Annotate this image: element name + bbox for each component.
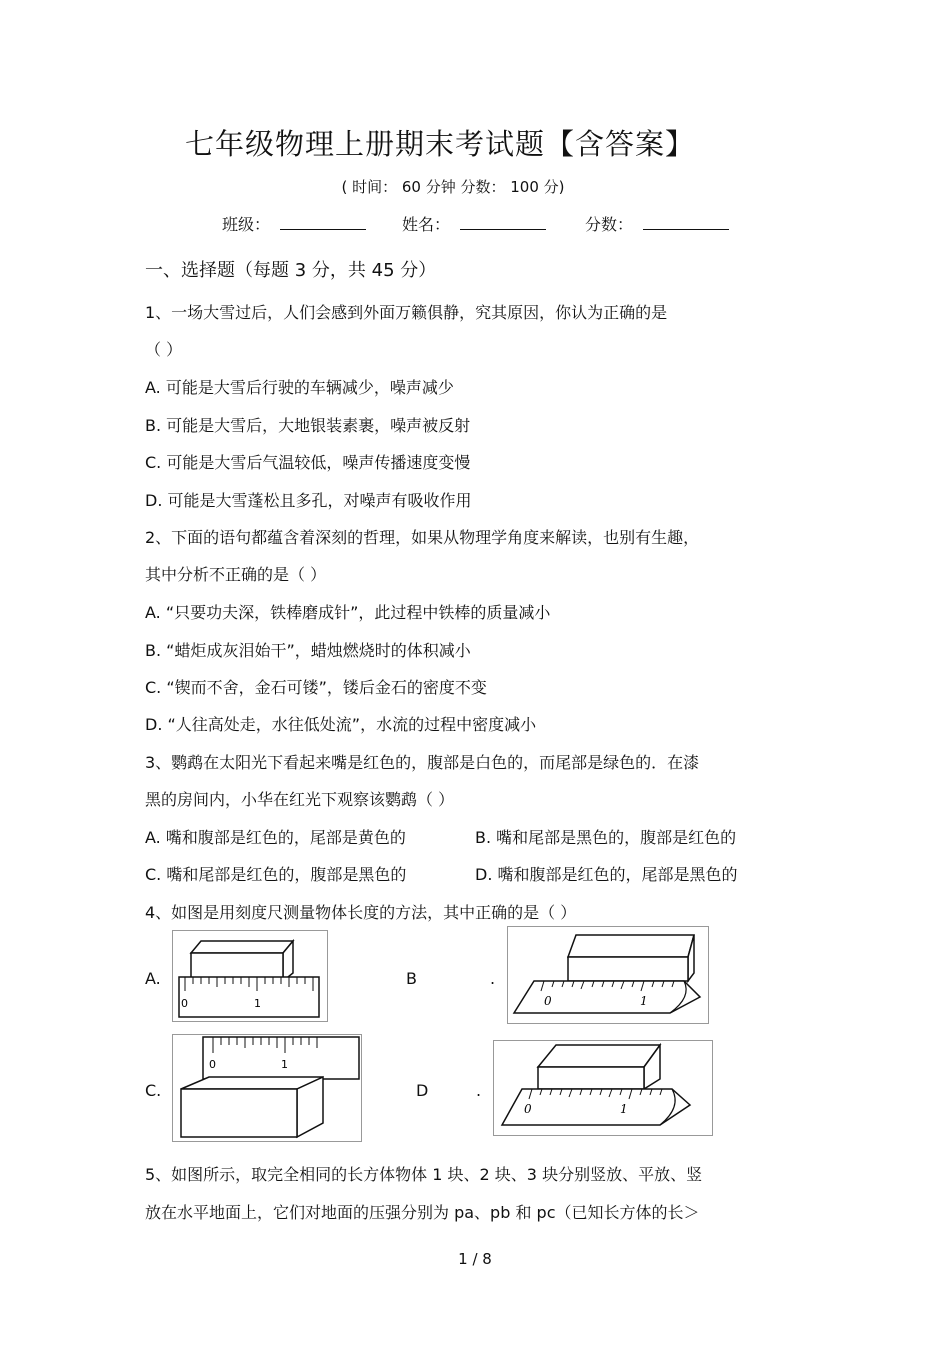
q3-option-a: A. 嘴和腹部是红色的，尾部是黄色的 — [145, 828, 406, 847]
name-blank — [460, 215, 546, 230]
ruler-c-one: 1 — [281, 1058, 288, 1071]
q2-option-a: A. “只要功夫深，铁棒磨成针”，此过程中铁棒的质量减小 — [145, 603, 551, 622]
page-title: 七年级物理上册期末考试题【含答案】 — [184, 127, 695, 161]
q3-stem: 3、鹦鹉在太阳光下看起来嘴是红色的，腹部是白色的，而尾部是绿色的．在漆 — [145, 753, 700, 772]
q2-stem-2: 其中分析不正确的是（ ） — [145, 565, 327, 584]
q5-stem-2: 放在水平地面上，它们对地面的压强分别为 pa、pb 和 pc（已知长方体的长＞ — [145, 1203, 700, 1222]
ruler-figure-c — [172, 1034, 362, 1142]
section-heading: 一、选择题（每题 3 分，共 45 分） — [145, 260, 437, 281]
ruler-figure-a — [172, 930, 328, 1022]
q3-stem-2: 黑的房间内，小华在红光下观察该鹦鹉（ ） — [145, 790, 455, 809]
q1-option-c: C. 可能是大雪后气温较低，噪声传播速度变慢 — [145, 453, 471, 472]
q4-option-d-dot: . — [476, 1081, 482, 1100]
ruler-figure-b — [507, 926, 709, 1024]
q4-option-b-label: B — [406, 969, 417, 988]
q3-option-b: B. 嘴和尾部是黑色的，腹部是红色的 — [475, 828, 737, 847]
name-field — [402, 212, 546, 235]
q4-option-d-label: D — [416, 1081, 429, 1100]
ruler-d-one: 1 — [620, 1102, 628, 1116]
class-blank — [280, 215, 366, 230]
exam-meta: ( 时间： 60 分钟 分数： 100 分) — [341, 178, 565, 196]
q4-option-c-label: C. — [145, 1081, 162, 1100]
q1-paren: （ ） — [145, 340, 183, 359]
ruler-b-one: 1 — [640, 994, 648, 1008]
q4-stem: 4、如图是用刻度尺测量物体长度的方法，其中正确的是（ ） — [145, 903, 577, 922]
ruler-a-one: 1 — [254, 997, 261, 1010]
name-label: 姓名： — [402, 215, 451, 234]
q2-stem: 2、下面的语句都蕴含着深刻的哲理，如果从物理学角度来解读，也别有生趣， — [145, 528, 700, 547]
q1-option-d: D. 可能是大雪蓬松且多孔，对噪声有吸收作用 — [145, 491, 472, 510]
class-label: 班级： — [222, 215, 271, 234]
q5-stem: 5、如图所示，取完全相同的长方体物体 1 块、2 块、3 块分别竖放、平放、竖 — [145, 1165, 703, 1184]
q1-option-b: B. 可能是大雪后，大地银装素裹，噪声被反射 — [145, 416, 471, 435]
q3-option-d: D. 嘴和腹部是红色的，尾部是黑色的 — [475, 865, 738, 884]
ruler-figure-d — [493, 1040, 713, 1136]
q1-stem: 1、一场大雪过后，人们会感到外面万籁俱静，究其原因，你认为正确的是 — [145, 303, 668, 322]
class-field — [222, 212, 366, 235]
q4-option-a-label: A. — [145, 969, 161, 988]
q4-option-b-dot: . — [490, 969, 496, 988]
q3-option-c: C. 嘴和尾部是红色的，腹部是黑色的 — [145, 865, 407, 884]
score-blank — [643, 215, 729, 230]
ruler-d-zero: 0 — [524, 1102, 532, 1116]
ruler-a-zero: 0 — [181, 997, 188, 1010]
page-number: 1 / 8 — [458, 1250, 492, 1268]
q2-option-d: D. “人往高处走，水往低处流”，水流的过程中密度减小 — [145, 715, 537, 734]
q2-option-b: B. “蜡炬成灰泪始干”，蜡烛燃烧时的体积减小 — [145, 641, 471, 660]
q2-option-c: C. “锲而不舍，金石可镂”，镂后金石的密度不变 — [145, 678, 487, 697]
ruler-c-zero: 0 — [209, 1058, 216, 1071]
score-label: 分数： — [585, 215, 634, 234]
score-field — [585, 212, 729, 235]
ruler-b-zero: 0 — [544, 994, 552, 1008]
q1-option-a: A. 可能是大雪后行驶的车辆减少，噪声减少 — [145, 378, 454, 397]
